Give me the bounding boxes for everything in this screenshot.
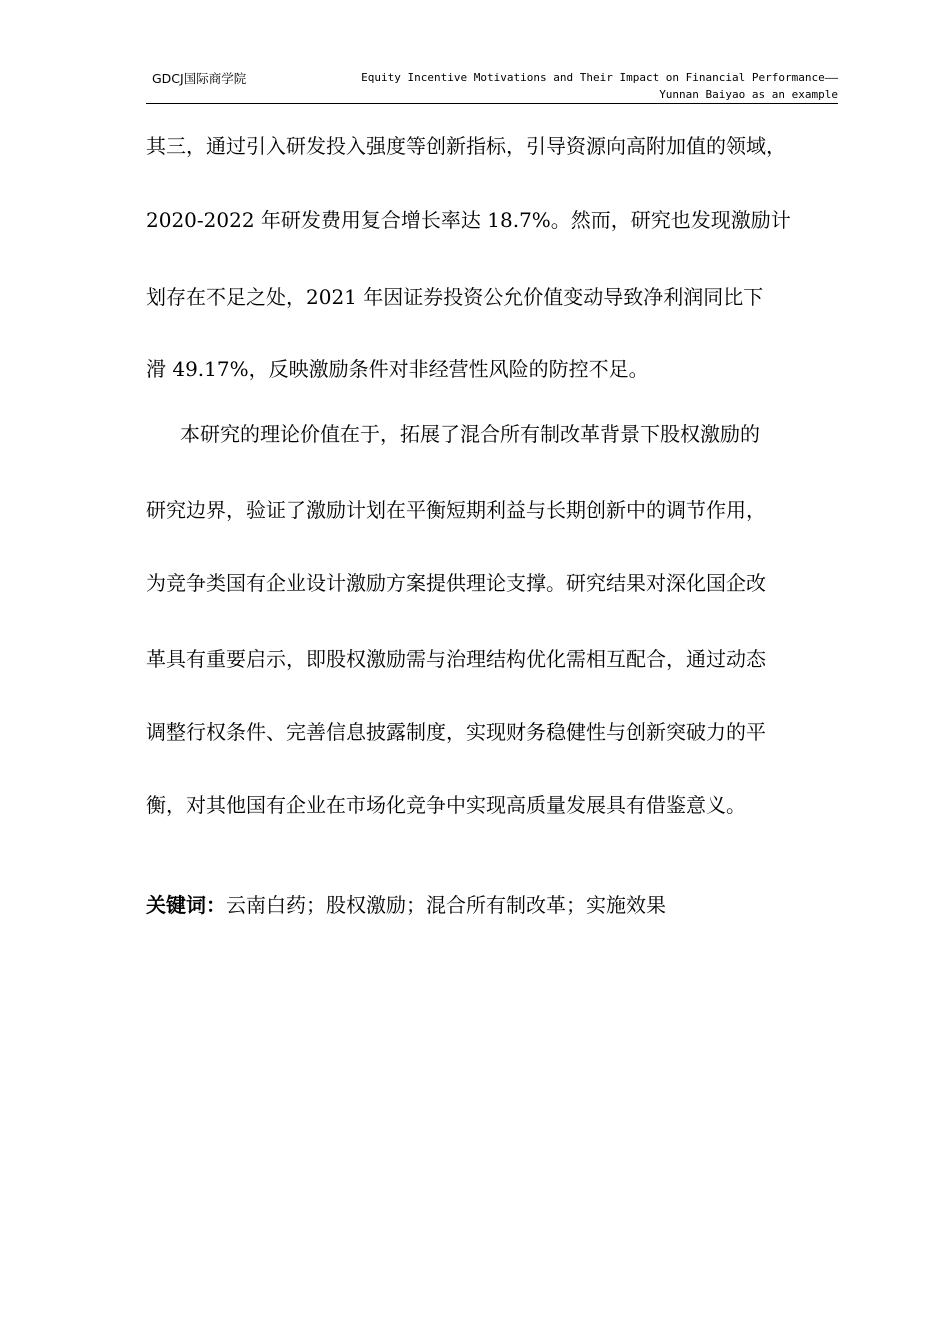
keywords-value: 云南白药；股权激励；混合所有制改革；实施效果 (226, 893, 666, 917)
keywords (146, 893, 666, 917)
keywords-label: 关键词： (146, 893, 226, 917)
paragraph-2-line-4: 革具有重要启示，即股权激励需与治理结构优化需相互配合，通过动态 (146, 647, 766, 671)
paragraph-1-line-4: 滑 49.17%，反映激励条件对非经营性风险的防控不足。 (146, 357, 649, 381)
header-title-line-1: Equity Incentive Motivations and Their Impact on Financial Performance—— (361, 71, 838, 84)
header-title (361, 69, 838, 103)
paragraph-2-line-3: 为竞争类国有企业设计激励方案提供理论支撑。研究结果对深化国企改 (146, 571, 766, 595)
paragraph-1-line-3: 划存在不足之处，2021 年因证券投资公允价值变动导致净利润同比下 (146, 285, 764, 309)
page-header (146, 66, 838, 104)
header-institution: GDCJ国际商学院 (152, 71, 247, 86)
paragraph-1-line-1: 其三，通过引入研发投入强度等创新指标，引导资源向高附加值的领域， (146, 134, 786, 158)
header-title-line-2: Yunnan Baiyao as an example (659, 88, 838, 101)
paragraph-2-line-2: 研究边界，验证了激励计划在平衡短期利益与长期创新中的调节作用， (146, 498, 766, 522)
paragraph-2-line-5: 调整行权条件、完善信息披露制度，实现财务稳健性与创新突破力的平 (146, 720, 766, 744)
paragraph-2-line-6: 衡，对其他国有企业在市场化竞争中实现高质量发展具有借鉴意义。 (146, 793, 746, 817)
paragraph-2-line-1: 本研究的理论价值在于，拓展了混合所有制改革背景下股权激励的 (180, 422, 760, 446)
paragraph-1-line-2: 2020-2022 年研发费用复合增长率达 18.7%。然而，研究也发现激励计 (146, 208, 791, 232)
